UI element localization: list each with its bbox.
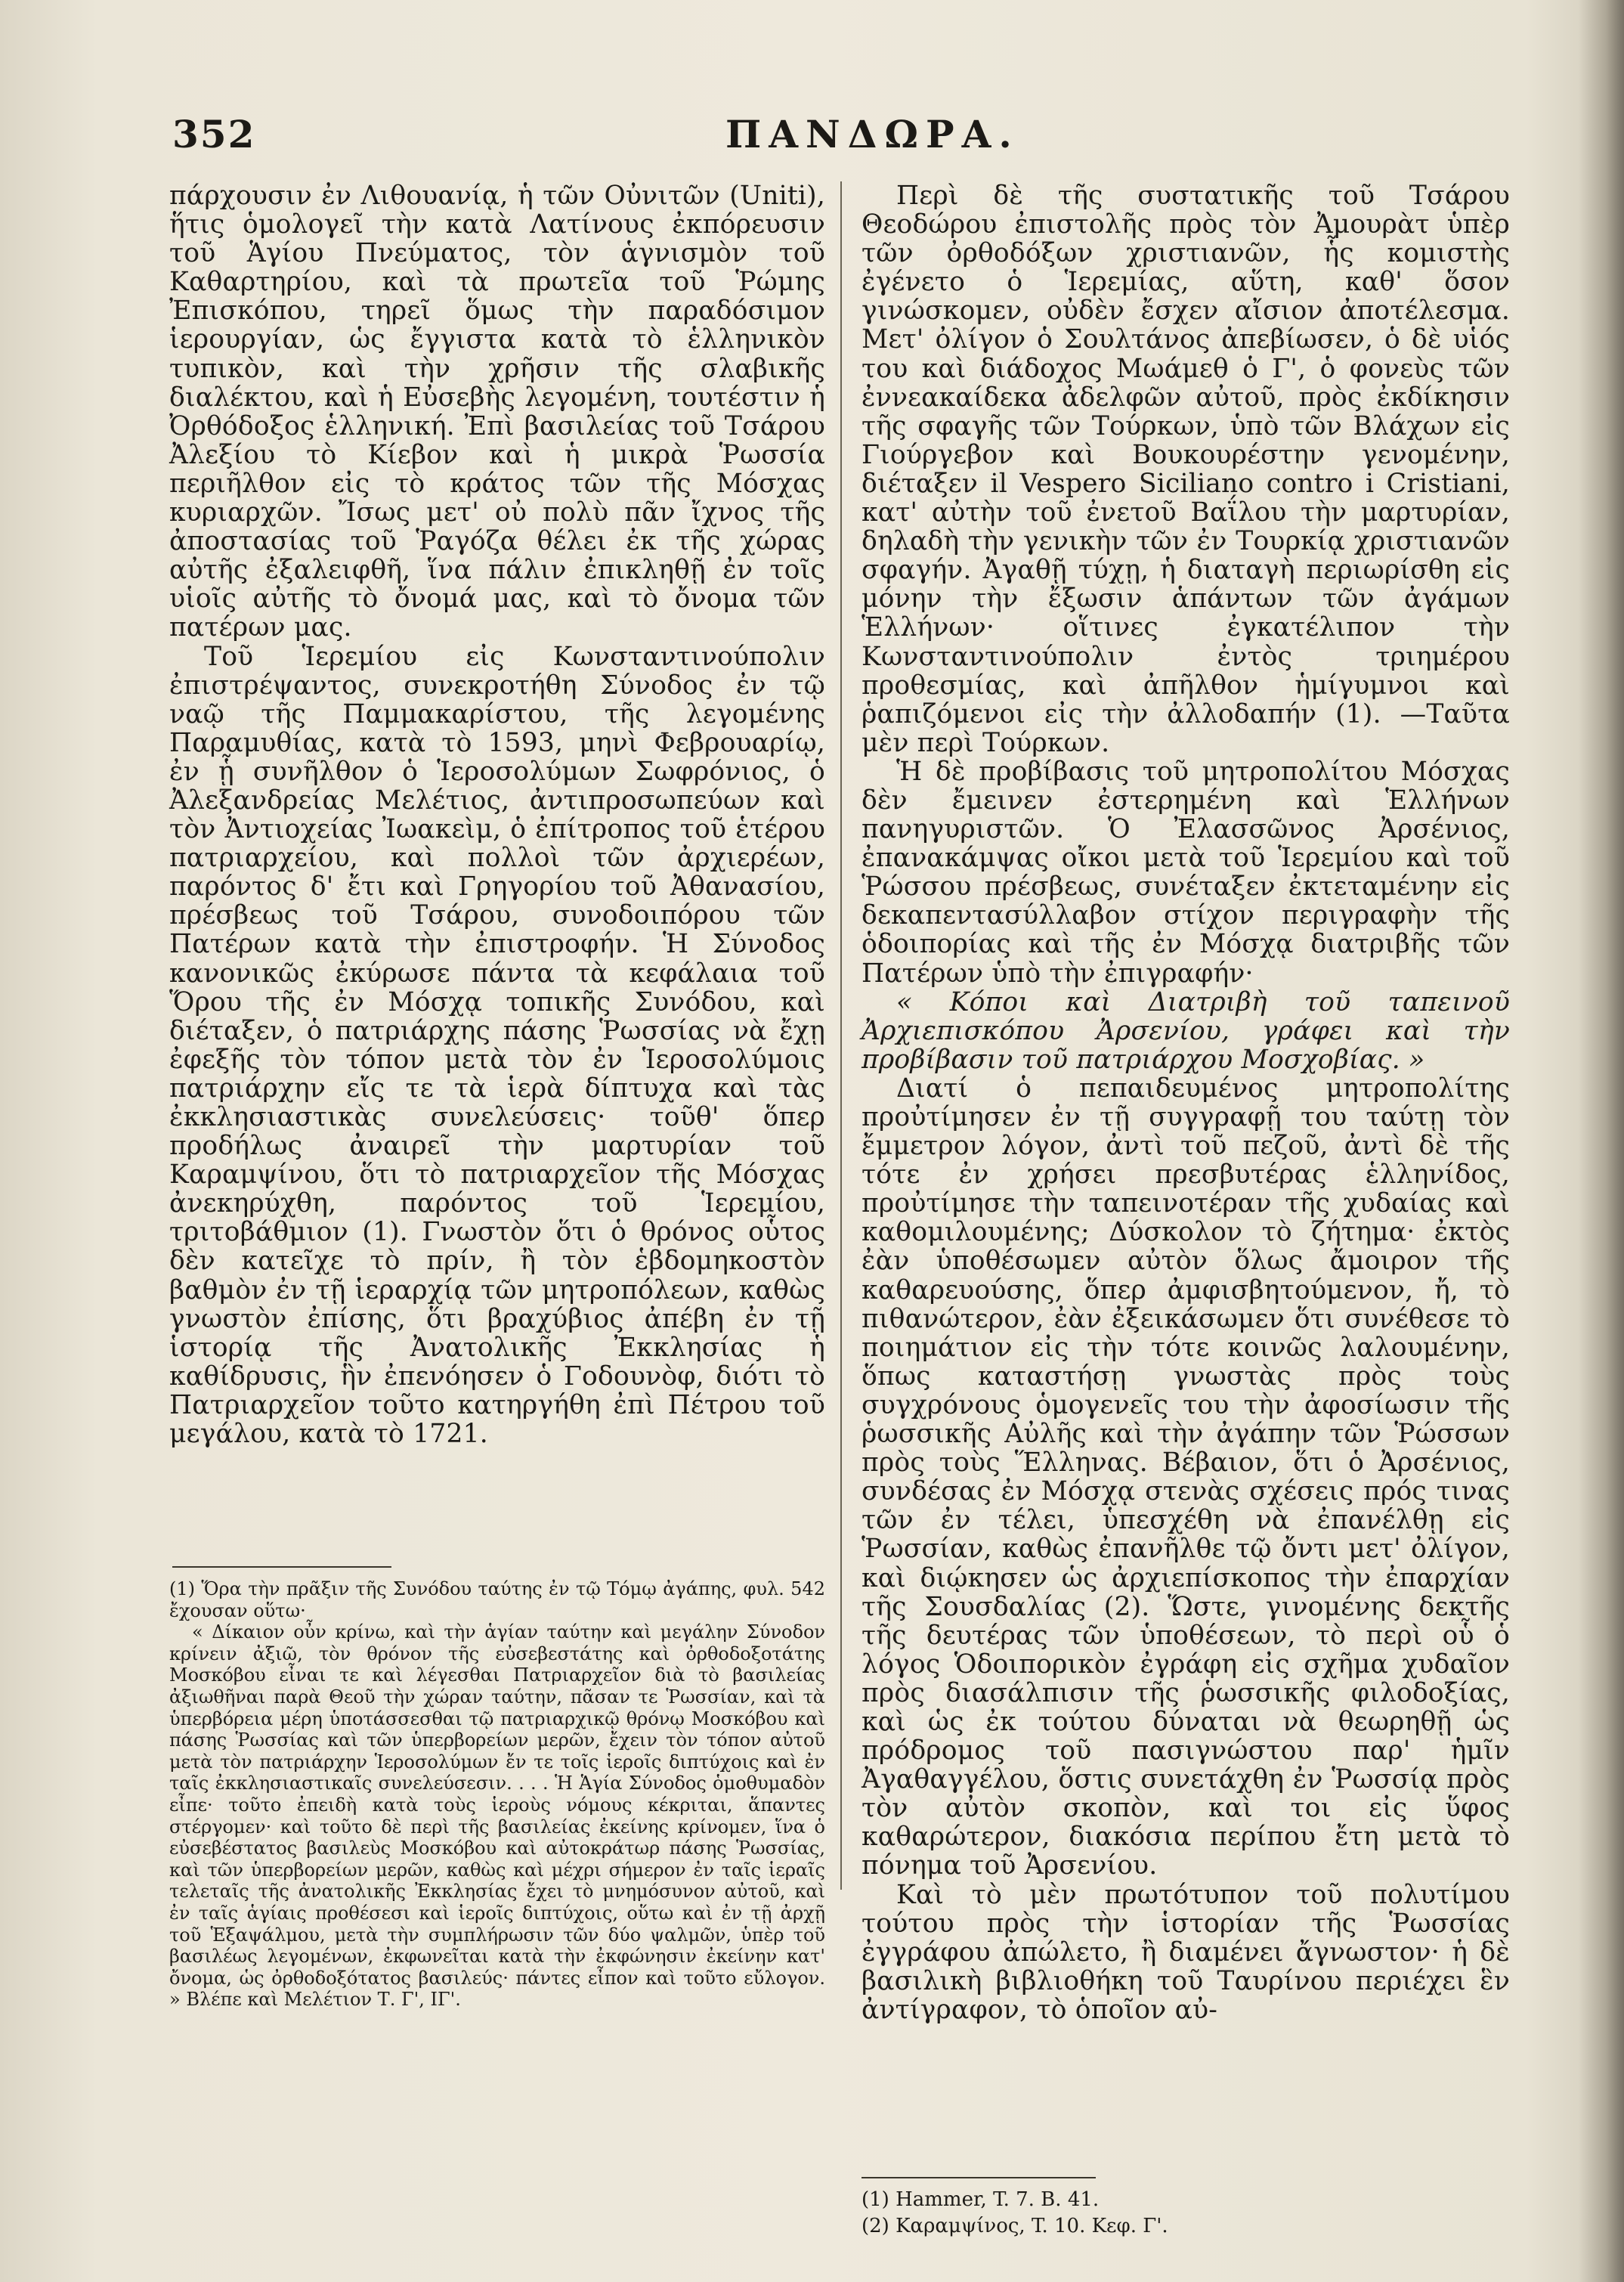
left-paragraph: Τοῦ Ἱερεμίου εἰς Κωνσταντινούπολιν ἐπιστρέψαντος, συνεκροτήθη Σύνοδος ἐν τῷ ναῷ τῆς Παμμακαρίστου, τῆς λεγομένης Παραμυθίας, κατὰ τὸ 1593, μηνὶ Φεβρουαρίῳ, ἐν ᾗ συνῆλθον ὁ Ἱεροσολύμων Σωφρόνιος, ὁ Ἀλεξανδρείας Μελέτιος, ἀντιπροσωπεύων καὶ τὸν Ἀντιοχείας Ἰωακεὶμ, ὁ ἐπίτροπος τοῦ ἑτέρου πατριαρχείου, καὶ πολλοὶ τῶν ἀρχιερέων, παρόντος δ' ἔτι καὶ Γρηγορίου τοῦ Ἀθανασίου, πρέσβεως τοῦ Τσάρου, συνοδοιπόρου τῶν Πατέρων κατὰ τὴν ἐπιστροφήν. Ἡ Σύνοδος κανονικῶς ἐκύρωσε πάντα τὰ κεφάλαια τοῦ Ὅρου τῆς ἐν Μόσχᾳ τοπικῆς Συνόδου, καὶ διέταξεν, ὁ πατριάρχης πάσης Ῥωσσίας νὰ ἔχῃ ἐφεξῆς τὸν τόπον μετὰ τὸν ἐν Ἱεροσολύμοις πατριάρχην εἴς τε τὰ ἱερὰ δίπτυχα καὶ τὰς ἐκκλησιαστικὰς συνελεύσεις· τοῦθ' ὅπερ προδήλως ἀναιρεῖ τὴν μαρτυρίαν τοῦ Καραμψίνου, ὅτι τὸ πατριαρχεῖον τῆς Μόσχας ἀνεκηρύχθη, παρόντος τοῦ Ἱερεμίου, τριτοβάθμιον (1). Γνωστὸν ὅτι ὁ θρόνος οὗτος δὲν κατεῖχε τὸ πρίν, ἢ τὸν ἑβδομηκοστὸν βαθμὸν ἐν τῇ ἱεραρχίᾳ τῶν μητροπόλεων, καθὼς γνωστὸν ἐπίσης, ὅτι βραχύβιος ἀπέβη ἐν τῇ ἱστορίᾳ τῆς Ἀνατολικῆς Ἐκκλησίας ἡ καθίδρυσις, ἣν ἐπενόησεν ὁ Γοδουνὸφ, διότι τὸ Πατριαρχεῖον τοῦτο κατηργήθη ἐπὶ Πέτρου τοῦ μεγάλου, κατὰ τὸ 1721. [169,641,825,1450]
footnote-text: (1) Hammer, T. 7. B. 41. [861,2188,1100,2211]
page-spine-shadow [1579,0,1624,2282]
footnote-rule [861,2177,1096,2178]
running-title: ΠΑΝΔΩΡΑ. [725,112,1019,156]
right-paragraph: Καὶ τὸ μὲν πρωτότυπον τοῦ πολυτίμου τούτου πρὸς τὴν ἱστορίαν τῆς Ῥωσσίας ἐγγράφου ἀπώλετο, ἢ διαμένει ἄγνωστον· ἡ δὲ βασιλικὴ βιβλιοθήκη τοῦ Ταυρίνου περιέχει ἓν ἀντίγραφον, τὸ ὁποῖον αὐ- [861,1879,1510,2025]
right-paragraph: Ἡ δὲ προβίβασις τοῦ μητροπολίτου Μόσχας δὲν ἔμεινεν ἐστερημένη καὶ Ἑλλήνων πανηγυριστῶν. Ὁ Ἐλασσῶνος Ἀρσένιος, ἐπανακάμψας οἴκοι μετὰ τοῦ Ἱερεμίου καὶ τοῦ Ῥώσσου πρέσβεως, συνέταξεν ἐκτεταμένην εἰς δεκαπεντασύλλαβον στίχον περιγραφὴν τῆς ὁδοιπορίας καὶ τῆς ἐν Μόσχᾳ διατριβῆς τῶν Πατέρων ὑπὸ τὴν ἐπιγραφήν· [861,756,1510,989]
footnote-rule [172,1566,391,1568]
left-footnote [169,1578,825,2011]
page-number: 352 [172,112,256,156]
column-divider [840,181,842,1890]
footnote-text: (2) Καραμψίνος, T. 10. Κεφ. Γ'. [861,2215,1168,2237]
left-paragraph: πάρχουσιν ἐν Λιθουανίᾳ, ἡ τῶν Οὐνιτῶν (Uniti), ἥτις ὁμολογεῖ τὴν κατὰ Λατίνους ἐκπόρευσιν τοῦ Ἁγίου Πνεύματος, τὸν ἁγνισμὸν τοῦ Καθαρτηρίου, καὶ τὰ πρωτεῖα τοῦ Ῥώμης Ἐπισκόπου, τηρεῖ ὅμως τὴν παραδόσιμον ἱερουργίαν, ὡς ἔγγιστα κατὰ τὸ ἑλληνικὸν τυπικὸν, καὶ τὴν χρῆσιν τῆς σλαβικῆς διαλέκτου, καὶ ἡ Εὐσεβὴς λεγομένη, τουτέστιν ἡ Ὀρθόδοξος ἑλληνική. Ἐπὶ βασιλείας τοῦ Τσάρου Ἀλεξίου τὸ Κίεβον καὶ ἡ μικρὰ Ῥωσσία περιῆλθον εἰς τὸ κράτος τῶν τῆς Μόσχας κυριαρχῶν. Ἴσως μετ' οὐ πολὺ πᾶν ἴχνος τῆς ἀποστασίας τοῦ Ῥαγόζα θέλει ἐκ τῆς χώρας αὐτῆς ἐξαλειφθῆ, ἵνα πάλιν ἐπικληθῇ ἐν τοῖς υἱοῖς αὐτῆς τὸ ὄνομά μας, καὶ τὸ ὄνομα τῶν πατέρων μας. [169,181,825,643]
right-paragraph: Περὶ δὲ τῆς συστατικῆς τοῦ Τσάρου Θεοδώρου ἐπιστολῆς πρὸς τὸν Ἀμουρὰτ ὑπὲρ τῶν ὀρθοδόξων χριστιανῶν, ἧς κομιστὴς ἐγένετο ὁ Ἱερεμίας, αὕτη, καθ' ὅσον γινώσκομεν, οὐδὲν ἔσχεν αἴσιον ἀποτέλεσμα. Μετ' ὀλίγον ὁ Σουλτάνος ἀπεβίωσεν, ὁ δὲ υἱός του καὶ διάδοχος Μωάμεθ ὁ Γ', ὁ φονεὺς τῶν ἐννεακαίδεκα ἀδελφῶν αὐτοῦ, πρὸς ἐκδίκησιν τῆς σφαγῆς τῶν Τούρκων, ὑπὸ τῶν Βλάχων εἰς Γιούργεβον καὶ Βουκουρέστην γενομένην, διέταξεν il Vespero Siciliano contro i Cristiani, κατ' αὐτὴν τοῦ ἐνετοῦ Βαΐλου τὴν μαρτυρίαν, δηλαδὴ τὴν γενικὴν τῶν ἐν Τουρκίᾳ χριστιανῶν σφαγήν. Ἀγαθῇ τύχῃ, ἡ διαταγὴ περιωρίσθη εἰς μόνην τὴν ἔξωσιν ἁπάντων τῶν ἀγάμων Ἑλλήνων· οἵτινες ἐγκατέλιπον τὴν Κωνσταντινούπολιν ἐντὸς τριημέρου προθεσμίας, καὶ ἀπῆλθον ἡμίγυμνοι καὶ ῥαπιζόμενοι εἰς τὴν ἀλλοδαπήν (1). —Ταῦτα μὲν περὶ Τούρκων. [861,181,1510,758]
right-column [861,181,1510,2024]
footnote-quote: « Δίκαιον οὖν κρίνω, καὶ τὴν ἁγίαν ταύτην καὶ μεγάλην Σύνοδον κρίνειν ἀξιῶ, τὸν θρόνον τῆς εὐσεβεστάτης καὶ ὀρθοδοξοτάτης Μοσκόβου εἶναι τε καὶ λέγεσθαι Πατριαρχεῖον διὰ τὸ βασιλείας ἀξιωθῆναι παρὰ Θεοῦ τὴν χώραν ταύτην, πᾶσαν τε Ῥωσσίαν, καὶ τὰ ὑπερβόρεια μέρη ὑποτάσσεσθαι τῷ πατριαρχικῷ θρόνῳ Μοσκόβου καὶ πάσης Ῥωσσίας καὶ τῶν ὑπερβορείων μερῶν, ἔχειν τὸν τόπον αὐτοῦ μετὰ τὸν πατριάρχην Ἱεροσολύμων ἔν τε τοῖς ἱεροῖς διπτύχοις καὶ ἐν ταῖς ἐκκλησιαστικαῖς συνελεύσεσιν. . . . Ἡ Ἁγία Σύνοδος ὁμοθυμαδὸν εἶπε· τοῦτο ἐπειδὴ κατὰ τοὺς ἱεροὺς νόμους κέκριται, ἅπαντες στέργομεν· καὶ τοῦτο δὲ περὶ τῆς βασιλείας ἐκείνης κρίνομεν, ἵνα ὁ εὐσεβέστατος βασιλεὺς Μοσκόβου καὶ αὐτοκράτωρ πάσης Ῥωσσίας, καὶ τῶν ὑπερβορείων μερῶν, καθὼς καὶ μέχρι σήμερον ἐν ταῖς ἱεραῖς τελεταῖς τῆς ἀνατολικῆς Ἐκκλησίας ἔχει τὸ μνημόσυνον αὐτοῦ, καὶ ἐν ταῖς ἁγίαις προθέσεσι καὶ ἱεροῖς διπτύχοις, οὕτω καὶ ἐν τῇ ἀρχῇ τοῦ Ἑξαψάλμου, μετὰ τὴν συμπλήρωσιν τῶν δύο ψαλμῶν, ὑπὲρ τοῦ βασιλέως λεγομένων, ἐκφωνεῖται κατὰ τὴν ἐκφώνησιν ἐκείνην κατ' ὄνομα, ὡς ὀρθοδοξότατος βασιλεύς· πάντες εἶπον καὶ τοῦτο εὔλογον. » Βλέπε καὶ Μελέτιον Τ. Γ', ΙΓ'. [169,1621,825,2011]
right-paragraph: Διατί ὁ πεπαιδευμένος μητροπολίτης προὐτίμησεν ἐν τῇ συγγραφῇ του ταύτῃ τὸν ἔμμετρον λόγον, ἀντὶ τοῦ πεζοῦ, ἀντὶ δὲ τῆς τότε ἐν χρήσει πρεσβυτέρας ἑλληνίδος, προὐτίμησε τὴν ταπεινοτέραν τῆς χυδαίας καὶ καθομιλουμένης; Δύσκολον τὸ ζήτημα· ἐκτὸς ἐὰν ὑποθέσωμεν αὐτὸν ὅλως ἄμοιρον τῆς καθαρευούσης, ὅπερ ἀμφισβητούμενον, ἤ, τὸ πιθανώτερον, ἐὰν ἐξεικάσωμεν ὅτι συνέθεσε τὸ ποιημάτιον εἰς τὴν τότε κοινῶς λαλουμένην, ὅπως καταστήσῃ γνωστὰς πρὸς τοὺς συγχρόνους ὁμογενεῖς του τὴν ἀφοσίωσιν τῆς ῥωσσικῆς Αὐλῆς καὶ τὴν ἀγάπην τῶν Ῥώσσων πρὸς τοὺς Ἕλληνας. Βέβαιον, ὅτι ὁ Ἀρσένιος, συνδέσας ἐν Μόσχᾳ στενὰς σχέσεις πρός τινας τῶν ἐν τέλει, ὑπεσχέθη νὰ ἐπανέλθῃ εἰς Ῥωσσίαν, καθὼς ἐπανῆλθε τῷ ὄντι μετ' ὀλίγον, καὶ διῴκησεν ὡς ἀρχιεπίσκοπος τὴν ἐπαρχίαν τῆς Σουσδαλίας (2). Ὥστε, γινομένης δεκτῆς τῆς δευτέρας τῶν ὑποθέσεων, τὸ περὶ οὗ ὁ λόγος Ὁδοιπορικὸν ἐγράφη εἰς σχῆμα χυδαῖον πρὸς διασάλπισιν τῆς ῥωσσικῆς φιλοδοξίας, καὶ ὡς ἐκ τούτου δύναται νὰ θεωρηθῇ ὡς πρόδρομος τοῦ πασιγνώστου παρ' ἡμῖν Ἀγαθαγγέλου, ὅστις συνετάχθη ἐν Ῥωσσίᾳ πρὸς τὸν αὐτὸν σκοπὸν, καὶ τοι εἰς ὕφος καθαρώτερον, διακόσια περίπου ἔτη μετὰ τὸ πόνημα τοῦ Ἀρσενίου. [861,1073,1510,1881]
right-footnotes [861,2187,1510,2240]
left-column [169,181,825,1448]
footnote-text: (1) Ὅρα τὴν πρᾶξιν τῆς Συνόδου ταύτης ἐν τῷ Τόμῳ ἀγάπης, φυλ. 542 ἔχουσαν οὕτω· [169,1578,825,1621]
right-paragraph-title: « Κόποι καὶ Διατριβὴ τοῦ ταπεινοῦ Ἀρχιεπισκόπου Ἀρσενίου, γράφει καὶ τὴν προβίβασιν τοῦ πατριάρχου Μοσχοβίας. » [861,986,1510,1075]
